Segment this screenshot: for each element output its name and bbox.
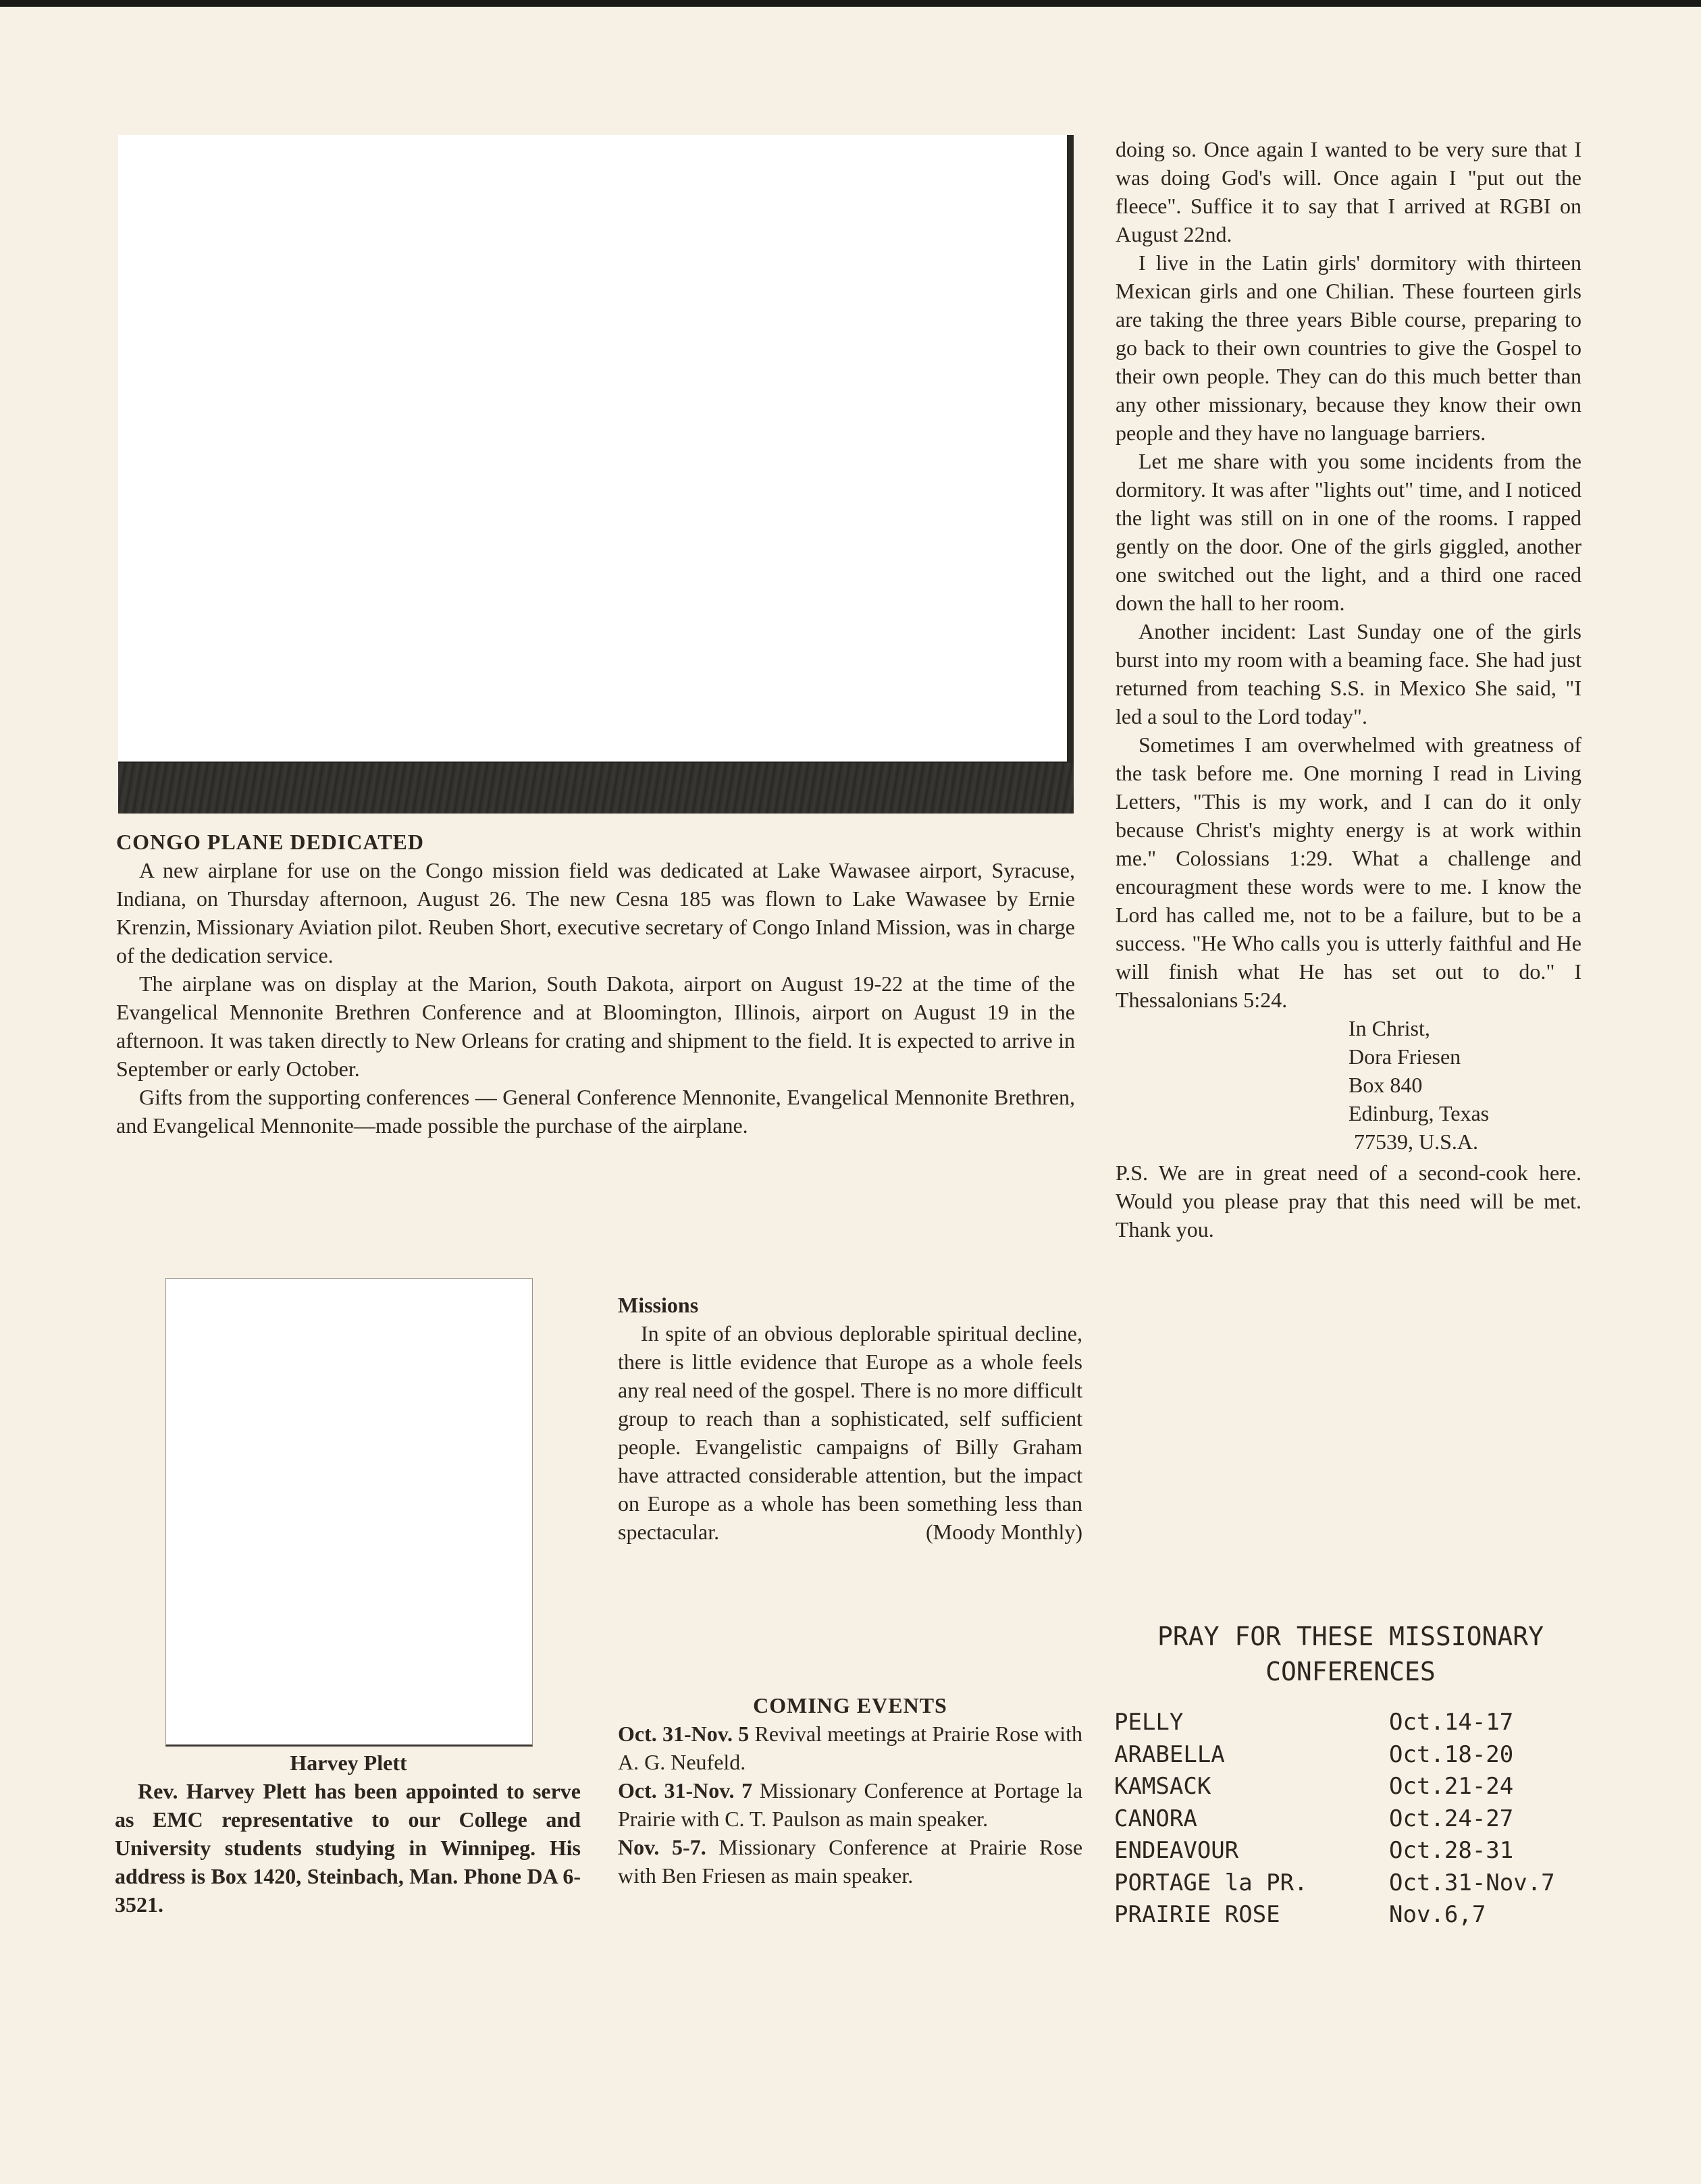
missions-body: In spite of an obvious deplorable spiritual decline, there is little evidence that Europe as a whole feels any real need of the gospel. There is no more difficult group to reach than a sophisticated, self sufficient people. Evangelistic campaigns of Billy Graham have attracted considerable attention, but the impact on Europe as a whole has been something less than spectacular. bbox=[618, 1321, 1082, 1544]
conference-dates: Oct.14-17 bbox=[1389, 1709, 1514, 1736]
plett-paragraph: Rev. Harvey Plett has been appointed to serve as EMC representative to our College and University students studying in Winnipeg. His address is Box 1420, Steinbach, Man. Phone DA 6-3521. bbox=[115, 1779, 581, 1917]
letter-paragraph-5: Sometimes I am overwhelmed with greatness of the task before me. One morning I read in Living Letters, "This is my work, and I can do it only because Christ's mighty energy is at work within me." Colossians 1:29. What a challenge and encouragment these words were to me. I know the Lord has called me, not to be a failure, but to be a success. "He Who calls you is utterly faithful and He will finish what He has set out to do." I Thessalonians 5:24. bbox=[1116, 733, 1581, 1012]
letter-column bbox=[1116, 135, 1581, 1244]
conference-row bbox=[1114, 1899, 1654, 1932]
event-text: Missionary Conference at Prairie Rose with Ben Friesen as main speaker. bbox=[618, 1835, 1083, 1888]
conference-row bbox=[1114, 1835, 1654, 1867]
conference-name: PELLY bbox=[1114, 1709, 1184, 1736]
pray-title-line: CONFERENCES bbox=[1265, 1657, 1436, 1686]
signature-line: Edinburg, Texas bbox=[1349, 1101, 1490, 1125]
conference-name: PORTAGE la PR. bbox=[1114, 1869, 1308, 1896]
missions-heading: Missions bbox=[618, 1293, 699, 1317]
conference-dates: Oct.18-20 bbox=[1389, 1740, 1514, 1768]
conference-dates: Nov.6,7 bbox=[1389, 1901, 1486, 1928]
pray-title bbox=[1114, 1619, 1587, 1689]
conference-dates: Oct.21-24 bbox=[1389, 1773, 1514, 1800]
event-item bbox=[618, 1833, 1082, 1890]
photo-redaction bbox=[118, 135, 1067, 762]
coming-events bbox=[618, 1691, 1082, 1890]
letter-paragraph-3: Let me share with you some incidents from the dormitory. It was after "lights out" time, and I noticed the light was still on in one of the rooms. I rapped gently on the door. One of the girls giggled, another one switched out the light, and a third one raced down the hall to her room. bbox=[1116, 449, 1581, 615]
event-item bbox=[618, 1776, 1082, 1833]
conference-dates: Oct.28-31 bbox=[1389, 1837, 1514, 1864]
conference-name: KAMSACK bbox=[1114, 1773, 1211, 1800]
letter-paragraph-2: I live in the Latin girls' dormitory with thirteen Mexican girls and one Chilian. These fourteen girls are taking the three years Bible course, preparing to go back to their own countries to give the Gospel to their own people. They can do this much better than any other missionary, because they know their own people and they have no language barriers. bbox=[1116, 250, 1581, 445]
harvey-plett-photo bbox=[165, 1278, 533, 1747]
plett-caption: Harvey Plett bbox=[290, 1751, 407, 1775]
plett-text bbox=[115, 1777, 581, 1919]
conference-row bbox=[1114, 1771, 1654, 1803]
event-date: Oct. 31-Nov. 5 bbox=[618, 1722, 750, 1746]
event-text: Missionary Conference at Portage la Prairie with C. T. Paulson as main speaker. bbox=[618, 1778, 1083, 1831]
photo-edge bbox=[1067, 135, 1074, 763]
conference-row bbox=[1114, 1867, 1654, 1900]
congo-heading: CONGO PLANE DEDICATED bbox=[116, 830, 424, 854]
events-heading: COMING EVENTS bbox=[753, 1693, 947, 1717]
signature-line: 77539, U.S.A. bbox=[1354, 1129, 1479, 1154]
conference-dates: Oct.31-Nov.7 bbox=[1389, 1869, 1555, 1896]
event-date: Nov. 5-7. bbox=[618, 1835, 706, 1859]
congo-article bbox=[116, 828, 1075, 1140]
congo-paragraph-3: Gifts from the supporting conferences — General Conference Mennonite, Evangelical Mennonite Brethren, and Evangelical Mennonite—made possible the purchase of the airplane. bbox=[116, 1085, 1075, 1138]
scan-edge bbox=[0, 0, 1701, 7]
congo-paragraph-2: The airplane was on display at the Marion, South Dakota, airport on August 19-22 at the time of the Evangelical Mennonite Brethren Conference and at Bloomington, Illinois, airport on August 19 in the afternoon. It was taken directly to New Orleans for crating and shipment to the field. It is expected to arrive in September or early October. bbox=[116, 971, 1075, 1081]
missions-article bbox=[618, 1291, 1082, 1546]
conference-list bbox=[1114, 1707, 1654, 1932]
event-date: Oct. 31-Nov. 7 bbox=[618, 1778, 753, 1803]
signature-line: In Christ, bbox=[1349, 1016, 1430, 1040]
missions-text bbox=[618, 1319, 1082, 1546]
conference-row bbox=[1114, 1707, 1654, 1739]
missions-source: (Moody Monthly) bbox=[926, 1520, 1082, 1544]
event-item bbox=[618, 1720, 1082, 1776]
conference-name: CANORA bbox=[1114, 1805, 1197, 1832]
congo-paragraph-1: A new airplane for use on the Congo mission field was dedicated at Lake Wawasee airport, Syracuse, Indiana, on Thursday afternoon, August 26. The new Cesna 185 was flown to Lake Wawasee by Ernie Krenzin, Missionary Aviation pilot. Reuben Short, executive secretary of Congo Inland Mission, was in charge of the dedication service. bbox=[116, 858, 1075, 967]
letter-paragraph-4: Another incident: Last Sunday one of the girls burst into my room with a beaming face. She had just returned from teaching S.S. in Mexico She said, "I led a soul to the Lord today". bbox=[1116, 619, 1581, 728]
conference-name: PRAIRIE ROSE bbox=[1114, 1901, 1280, 1928]
congo-plane-photo bbox=[118, 135, 1074, 814]
letter-paragraph-1: doing so. Once again I wanted to be very sure that I was doing God's will. Once again I "put out the fleece". Suffice it to say that I arrived at RGBI on August 22nd. bbox=[1116, 137, 1581, 246]
signature-line: Box 840 bbox=[1349, 1073, 1423, 1097]
conference-name: ENDEAVOUR bbox=[1114, 1837, 1239, 1864]
pray-title-line: PRAY FOR THESE MISSIONARY bbox=[1157, 1622, 1544, 1651]
conference-name: ARABELLA bbox=[1114, 1740, 1225, 1768]
letter-signature bbox=[1116, 1014, 1581, 1156]
letter-postscript: P.S. We are in great need of a second-cook here. Would you please pray that this need will be met. Thank you. bbox=[1116, 1161, 1581, 1242]
conference-dates: Oct.24-27 bbox=[1389, 1805, 1514, 1832]
event-text: Revival meetings at Prairie Rose with A. G. Neufeld. bbox=[618, 1722, 1083, 1774]
conference-row bbox=[1114, 1739, 1654, 1772]
photo-bottom-strip bbox=[118, 763, 1074, 814]
signature-line: Dora Friesen bbox=[1349, 1044, 1461, 1069]
conference-row bbox=[1114, 1803, 1654, 1836]
